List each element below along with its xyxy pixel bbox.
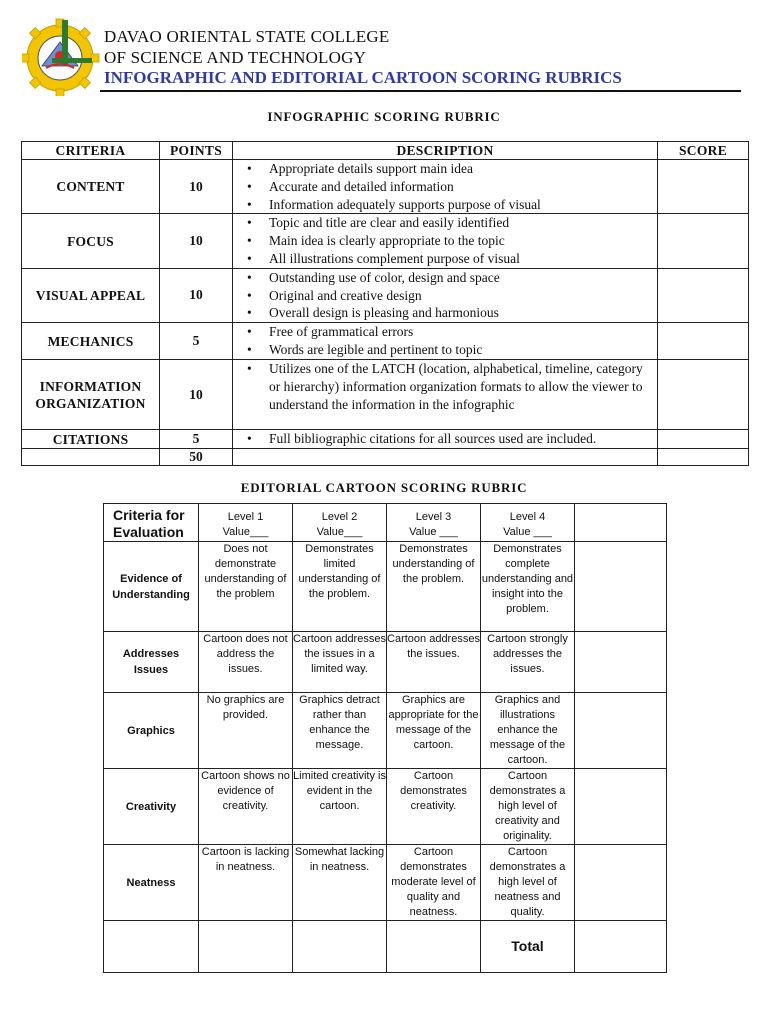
row-label bbox=[104, 845, 199, 921]
rubric-cell: Does not demonstrate understanding of the problem bbox=[199, 542, 293, 632]
rubric-cell: Graphics are appropriate for the message of the cartoon. bbox=[387, 693, 481, 769]
criteria-cell bbox=[22, 214, 160, 268]
level-2-header bbox=[293, 504, 387, 542]
table-row bbox=[22, 430, 749, 449]
criteria-label: MECHANICS bbox=[47, 333, 134, 349]
description-bullet: • Outstanding use of color, design and space bbox=[247, 269, 655, 287]
level-value: Value ___ bbox=[503, 526, 552, 538]
rubric-cell: Cartoon addresses the issues in a limited way. bbox=[293, 632, 387, 693]
empty-cell bbox=[387, 921, 481, 973]
points-header: POINTS bbox=[160, 142, 233, 160]
points-cell: 5 bbox=[160, 323, 233, 360]
description-cell bbox=[233, 268, 658, 322]
rubric-cell: Limited creativity is evident in the cartoon. bbox=[293, 769, 387, 845]
row-label-text: Understanding bbox=[112, 588, 190, 601]
criteria-header: CRITERIA bbox=[22, 142, 160, 160]
table-row bbox=[104, 542, 667, 632]
description-bullet: • Information adequately supports purpose of visual bbox=[247, 196, 655, 214]
row-label bbox=[104, 542, 199, 632]
level-1-header bbox=[199, 504, 293, 542]
score-header bbox=[575, 504, 667, 542]
rubric-cell: Somewhat lacking in neatness. bbox=[293, 845, 387, 921]
table-row bbox=[104, 632, 667, 693]
level-name: Level 1 bbox=[227, 511, 264, 523]
score-cell[interactable] bbox=[575, 632, 667, 693]
criteria-cell bbox=[22, 360, 160, 430]
score-header: SCORE bbox=[658, 142, 749, 160]
criteria-cell bbox=[22, 268, 160, 322]
college-seal-logo bbox=[22, 18, 102, 96]
empty-cell bbox=[22, 448, 160, 465]
header-divider bbox=[100, 90, 741, 92]
total-score-cell[interactable] bbox=[575, 921, 667, 973]
criteria-label: ORGANIZATION bbox=[35, 395, 146, 411]
table-row bbox=[22, 268, 749, 322]
total-score-cell[interactable] bbox=[658, 448, 749, 465]
rubric-cell: Demonstrates limited understanding of the problem. bbox=[293, 542, 387, 632]
score-cell[interactable] bbox=[575, 845, 667, 921]
empty-cell bbox=[199, 921, 293, 973]
table-row bbox=[22, 323, 749, 360]
description-cell bbox=[233, 160, 658, 214]
rubric-cell: Cartoon demonstrates a high level of creativity and originality. bbox=[481, 769, 575, 845]
row-label-text: Creativity bbox=[125, 800, 177, 813]
rubric-cell: Cartoon addresses the issues. bbox=[387, 632, 481, 693]
score-cell[interactable] bbox=[658, 268, 749, 322]
rubric-cell: Cartoon demonstrates creativity. bbox=[387, 769, 481, 845]
score-cell[interactable] bbox=[658, 323, 749, 360]
description-header: DESCRIPTION bbox=[233, 142, 658, 160]
level-4-header bbox=[481, 504, 575, 542]
rubric-cell: Cartoon does not address the issues. bbox=[199, 632, 293, 693]
description-cell bbox=[233, 360, 658, 430]
points-cell: 10 bbox=[160, 360, 233, 430]
criteria-label: VISUAL APPEAL bbox=[35, 287, 146, 303]
score-cell[interactable] bbox=[658, 360, 749, 430]
description-bullet: • Main idea is clearly appropriate to the topic bbox=[247, 232, 655, 250]
table-row bbox=[104, 845, 667, 921]
total-label: Total bbox=[481, 921, 575, 973]
description-bullet: • Overall design is pleasing and harmonious bbox=[247, 304, 655, 322]
rubric-cell: Graphics detract rather than enhance the message. bbox=[293, 693, 387, 769]
row-label-text: Issues bbox=[133, 664, 169, 676]
criteria-cell bbox=[22, 160, 160, 214]
row-label bbox=[104, 632, 199, 693]
description-cell bbox=[233, 214, 658, 268]
criteria-for-evaluation-header bbox=[104, 504, 199, 542]
rubric-cell: Cartoon demonstrates a high level of neatness and quality. bbox=[481, 845, 575, 921]
score-cell[interactable] bbox=[658, 430, 749, 449]
description-bullet: • Words are legible and pertinent to topic bbox=[247, 341, 655, 359]
description-bullet: • All illustrations complement purpose of visual bbox=[247, 250, 655, 268]
score-cell[interactable] bbox=[575, 542, 667, 632]
level-value: Value___ bbox=[222, 526, 269, 538]
criteria-label: CONTENT bbox=[56, 179, 125, 195]
row-label bbox=[104, 693, 199, 769]
table-row bbox=[104, 769, 667, 845]
table-row bbox=[104, 693, 667, 769]
header-text: Evaluation bbox=[113, 524, 184, 540]
points-cell: 5 bbox=[160, 430, 233, 449]
description-cell bbox=[233, 323, 658, 360]
college-name-line2: OF SCIENCE AND TECHNOLOGY bbox=[104, 48, 367, 67]
total-points-cell: 50 bbox=[160, 448, 233, 465]
table-row bbox=[22, 360, 749, 430]
points-cell: 10 bbox=[160, 268, 233, 322]
infographic-rubric-table bbox=[21, 141, 749, 466]
score-cell[interactable] bbox=[575, 769, 667, 845]
score-cell[interactable] bbox=[575, 693, 667, 769]
rubric-cell: Cartoon strongly addresses the issues. bbox=[481, 632, 575, 693]
description-cell bbox=[233, 430, 658, 449]
description-bullet: • Full bibliographic citations for all sources used are included. bbox=[247, 430, 655, 448]
table-header-row bbox=[104, 504, 667, 542]
criteria-label: CITATIONS bbox=[52, 431, 129, 447]
criteria-label: INFORMATION bbox=[39, 378, 142, 394]
description-bullet: • Free of grammatical errors bbox=[247, 323, 655, 341]
empty-cell bbox=[233, 448, 658, 465]
level-value: Value___ bbox=[316, 526, 363, 538]
description-bullet: • Accurate and detailed information bbox=[247, 178, 655, 196]
level-3-header bbox=[387, 504, 481, 542]
criteria-label: FOCUS bbox=[67, 233, 114, 249]
document-title: INFOGRAPHIC AND EDITORIAL CARTOON SCORING RUBRICS bbox=[104, 68, 622, 87]
level-name: Level 4 bbox=[509, 511, 546, 523]
editorial-rubric-table bbox=[103, 503, 667, 973]
description-bullet: • Appropriate details support main idea bbox=[247, 160, 655, 178]
description-bullet: • Utilizes one of the LATCH (location, alphabetical, timeline, category or hierarchy) information organization formats to allow the viewer to understand the information in the infographic bbox=[247, 360, 655, 413]
row-label-text: Neatness bbox=[126, 876, 176, 889]
row-label-text: Addresses bbox=[122, 648, 180, 660]
total-row bbox=[22, 448, 749, 465]
rubric-cell: Cartoon shows no evidence of creativity. bbox=[199, 769, 293, 845]
empty-cell bbox=[293, 921, 387, 973]
row-label bbox=[104, 769, 199, 845]
description-bullet: • Original and creative design bbox=[247, 287, 655, 305]
criteria-cell bbox=[22, 430, 160, 449]
rubric-cell: Cartoon is lacking in neatness. bbox=[199, 845, 293, 921]
rubric-cell: Cartoon demonstrates moderate level of quality and neatness. bbox=[387, 845, 481, 921]
level-name: Level 2 bbox=[321, 511, 358, 523]
points-cell: 10 bbox=[160, 214, 233, 268]
college-name-line1: DAVAO ORIENTAL STATE COLLEGE bbox=[104, 27, 390, 46]
rubric-cell: No graphics are provided. bbox=[199, 693, 293, 769]
empty-cell bbox=[104, 921, 199, 973]
editorial-rubric-title: EDITORIAL CARTOON SCORING RUBRIC bbox=[240, 480, 528, 495]
rubric-cell: Graphics and illustrations enhance the message of the cartoon. bbox=[481, 693, 575, 769]
points-cell: 10 bbox=[160, 160, 233, 214]
score-cell[interactable] bbox=[658, 214, 749, 268]
rubric-cell: Demonstrates understanding of the problem. bbox=[387, 542, 481, 632]
level-name: Level 3 bbox=[415, 511, 452, 523]
description-bullet: • Topic and title are clear and easily identified bbox=[247, 214, 655, 232]
table-row bbox=[22, 160, 749, 214]
row-label-text: Evidence of bbox=[120, 572, 182, 585]
infographic-rubric-title: INFOGRAPHIC SCORING RUBRIC bbox=[267, 109, 501, 124]
header-text: Criteria for bbox=[113, 507, 185, 523]
table-header-row bbox=[22, 142, 749, 160]
total-row bbox=[104, 921, 667, 973]
level-value: Value ___ bbox=[409, 526, 458, 538]
criteria-cell bbox=[22, 323, 160, 360]
score-cell[interactable] bbox=[658, 160, 749, 214]
row-label-text: Graphics bbox=[127, 724, 175, 737]
rubric-cell: Demonstrates complete understanding and insight into the problem. bbox=[481, 542, 575, 632]
table-row bbox=[22, 214, 749, 268]
